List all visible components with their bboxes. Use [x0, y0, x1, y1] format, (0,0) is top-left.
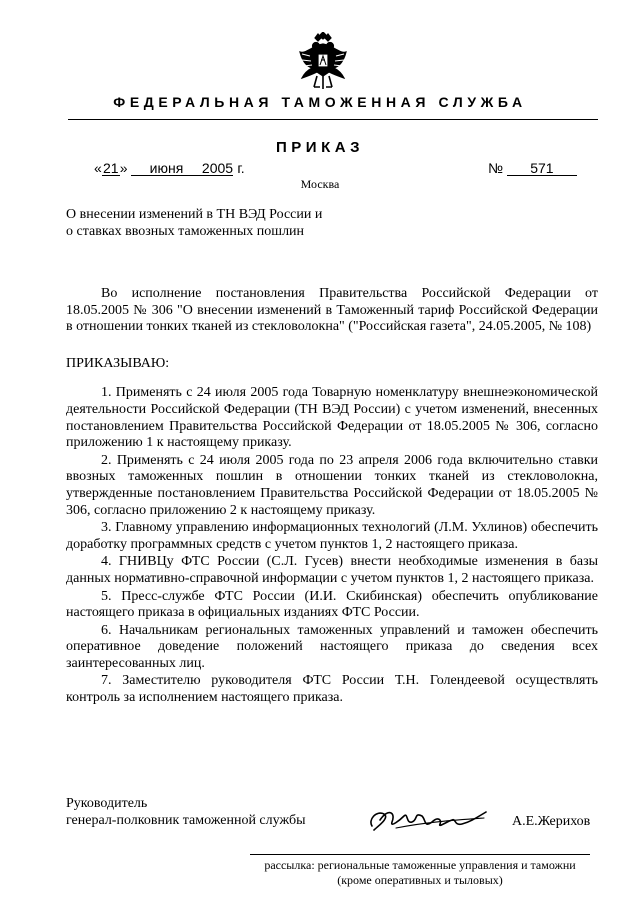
agency-name: ФЕДЕРАЛЬНАЯ ТАМОЖЕННАЯ СЛУЖБА — [113, 94, 527, 110]
date-year-prefix: 200 — [201, 160, 226, 176]
city: Москва — [300, 177, 340, 191]
order-item-1: 1. Применять с 24 июля 2005 года Товарную номенклатуру внешнеэкономической деятельности Российской Федерации (ТН ВЭД России) с учетом изменений, внесенных постановлением Правительства Российской Федерации от 18.05.2005 № 306, согласно приложению 1 к настоящему приказу. — [66, 385, 598, 451]
document-title: ПРИКАЗ — [276, 139, 364, 156]
order-item-4: 4. ГНИВЦу ФТС России (С.Л. Гусев) внести необходимые изменения в базы данных нормативно-справочной информации с учетом пунктов 1, 2 настоящего приказа. — [66, 554, 598, 586]
date-year-suffix: г. — [237, 160, 245, 176]
order-item-5: 5. Пресс-службе ФТС России (И.И. Скибинская) обеспечить опубликование настоящего приказа в официальных изданиях ФТС России. — [66, 588, 598, 621]
distribution-line1: рассылка: региональные таможенные управления и таможни — [264, 858, 576, 872]
signature-block — [66, 795, 606, 835]
signer-title — [66, 795, 305, 829]
header-rule — [68, 119, 598, 120]
date-day: 21 — [103, 160, 119, 176]
distribution-note — [250, 858, 590, 888]
signer-title-line2: генерал-полковник таможенной службы — [66, 813, 306, 828]
date-month: июня — [131, 161, 201, 176]
order-body — [66, 286, 598, 708]
order-item-6: 6. Начальникам региональных таможенных управлений и таможен обеспечить оперативное доведение положений настоящего приказа до сведения всех заинтересованных лиц. — [66, 622, 598, 671]
order-item-2: 2. Применять с 24 июля 2005 года по 23 апреля 2006 года включительно ставки ввозных таможенных пошлин в отношении тонких тканей из стекловолокна, утвержденные постановлением Правительства Российской Федерации от 18.05.2005 № 306, согласно приложению 2 к настоящему приказу. — [66, 452, 598, 518]
order-word: ПРИКАЗЫВАЮ: — [66, 355, 170, 371]
date-open-quote: « — [94, 160, 102, 176]
order-subject: О внесении изменений в ТН ВЭД России и о ставках ввозных таможенных пошлин — [66, 207, 323, 239]
order-number — [488, 160, 577, 176]
order-number-label: № — [488, 160, 504, 176]
order-date — [94, 160, 245, 176]
coat-of-arms-emblem — [298, 32, 348, 90]
order-number-value: 571 — [507, 161, 577, 176]
order-item-3: 3. Главному управлению информационных технологий (Л.М. Ухлинов) обеспечить доработку программных средств с учетом пунктов 1, 2 настоящего приказа. — [66, 520, 598, 552]
date-year-digit: 5 — [225, 160, 234, 176]
order-item-7: 7. Заместителю руководителя ФТС России Т.Н. Голендеевой осуществлять контроль за исполнением настоящего приказа. — [66, 673, 598, 706]
handwritten-signature — [366, 800, 491, 834]
distribution-line2: (кроме оперативных и тыловых) — [337, 873, 503, 887]
intro-paragraph: Во исполнение постановления Правительства Российской Федерации от 18.05.2005 № 306 "О внесении изменений в Таможенный тариф Российской Федерации в отношении тонких тканей из стекловолокна" ("Российская газета", 24.05.2005, № 108) — [66, 286, 598, 335]
signer-title-line1: Руководитель — [66, 796, 148, 811]
date-year — [201, 161, 233, 176]
date-close-quote: » — [119, 160, 128, 176]
signer-name: А.Е.Жерихов — [512, 814, 591, 829]
distribution-rule — [250, 854, 590, 855]
